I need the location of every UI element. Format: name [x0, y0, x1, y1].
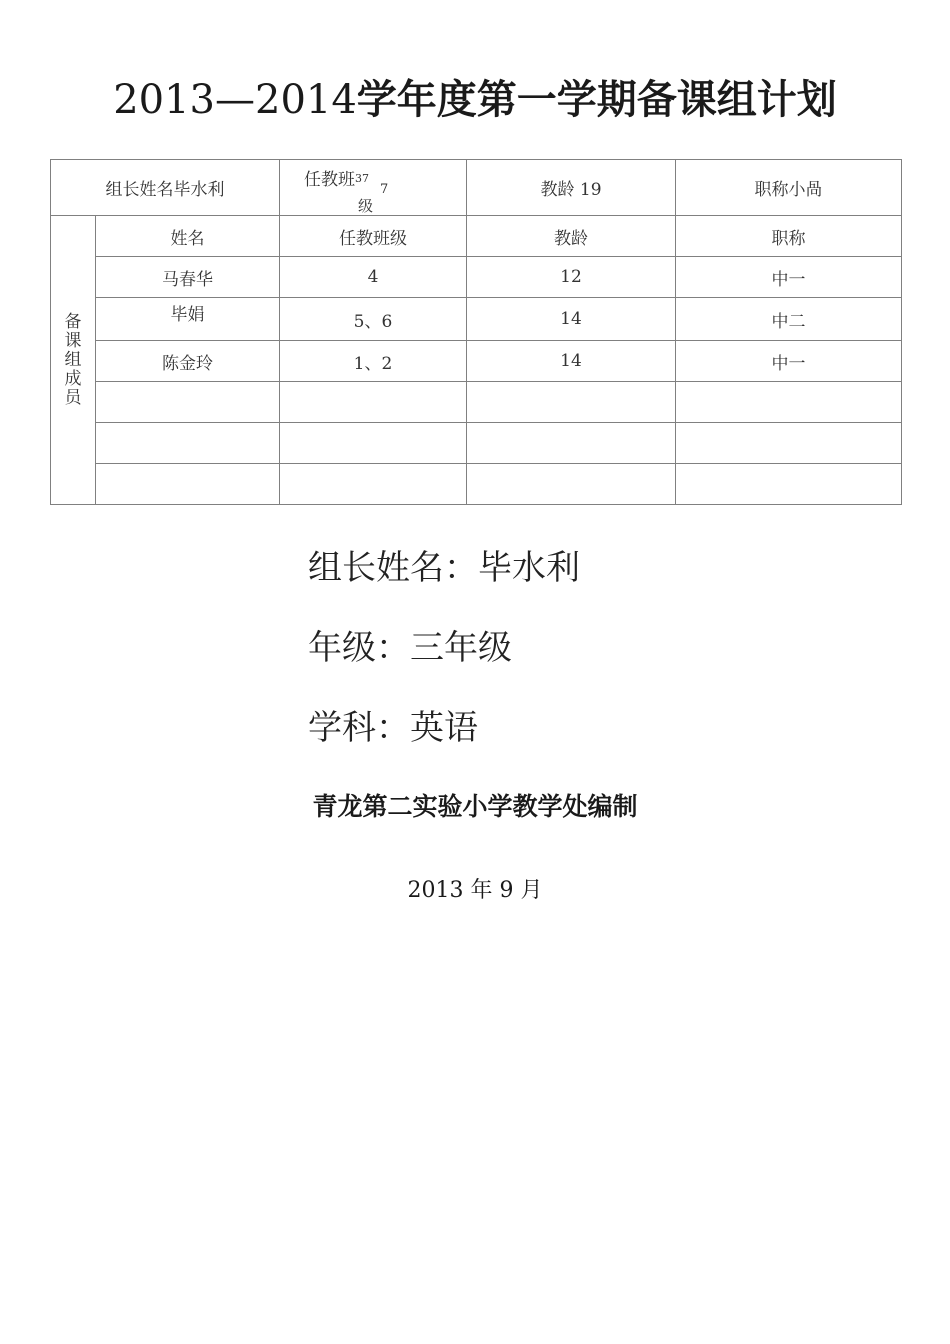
leader-row: [51, 160, 902, 216]
date-line: 2013 年 9 月: [407, 878, 543, 903]
class-label: 任教班: [304, 170, 355, 190]
table-row: [51, 257, 902, 298]
leader-info: 组长姓名：毕水利: [308, 548, 580, 588]
member-rank: [676, 423, 902, 464]
member-name: 毕娟: [96, 298, 280, 341]
member-class: [280, 423, 467, 464]
member-name: [96, 464, 280, 505]
member-class: 5、6: [280, 298, 467, 341]
member-rank: [676, 382, 902, 423]
subject-info: 学科：英语: [308, 708, 478, 748]
member-rank: 中一: [676, 257, 902, 298]
member-name: 陈金玲: [96, 341, 280, 382]
class-sub: 37: [355, 172, 369, 185]
table-row: [51, 298, 902, 341]
age-cell: 教龄 19: [467, 160, 676, 216]
member-name: [96, 382, 280, 423]
members-side-label: 备课组成员: [51, 216, 96, 505]
title-text: 学年度第一学期备课组计划: [356, 77, 837, 123]
member-rank: [676, 464, 902, 505]
table-row: [51, 423, 902, 464]
member-name: [96, 423, 280, 464]
class-sup: 7: [380, 182, 389, 197]
member-name: 马春华: [96, 257, 280, 298]
column-header: 任教班级: [280, 216, 467, 257]
member-class: 4: [280, 257, 467, 298]
page-title: [0, 74, 950, 126]
class-cell: [280, 160, 467, 216]
column-header: 教龄: [467, 216, 676, 257]
member-age: [467, 382, 676, 423]
member-rank: 中二: [676, 298, 902, 341]
member-age: 12: [467, 257, 676, 298]
table-row: [51, 341, 902, 382]
member-age: 14: [467, 341, 676, 382]
table-row: [51, 382, 902, 423]
rank-cell: 职称小咼: [676, 160, 902, 216]
member-class: [280, 464, 467, 505]
plan-table: [50, 159, 902, 505]
column-header-row: [51, 216, 902, 257]
class-second: 级: [358, 197, 374, 215]
member-age: [467, 464, 676, 505]
column-header: 职称: [676, 216, 902, 257]
column-header: 姓名: [96, 216, 280, 257]
grade-info: 年级：三年级: [308, 628, 512, 668]
member-rank: 中一: [676, 341, 902, 382]
table-row: [51, 464, 902, 505]
organization-line: 青龙第二实验小学教学处编制: [312, 792, 638, 821]
member-class: [280, 382, 467, 423]
title-years: 2013—2014: [113, 77, 357, 123]
leader-cell: 组长姓名毕水利: [51, 160, 280, 216]
member-class: 1、2: [280, 341, 467, 382]
member-age: [467, 423, 676, 464]
member-age: 14: [467, 298, 676, 341]
